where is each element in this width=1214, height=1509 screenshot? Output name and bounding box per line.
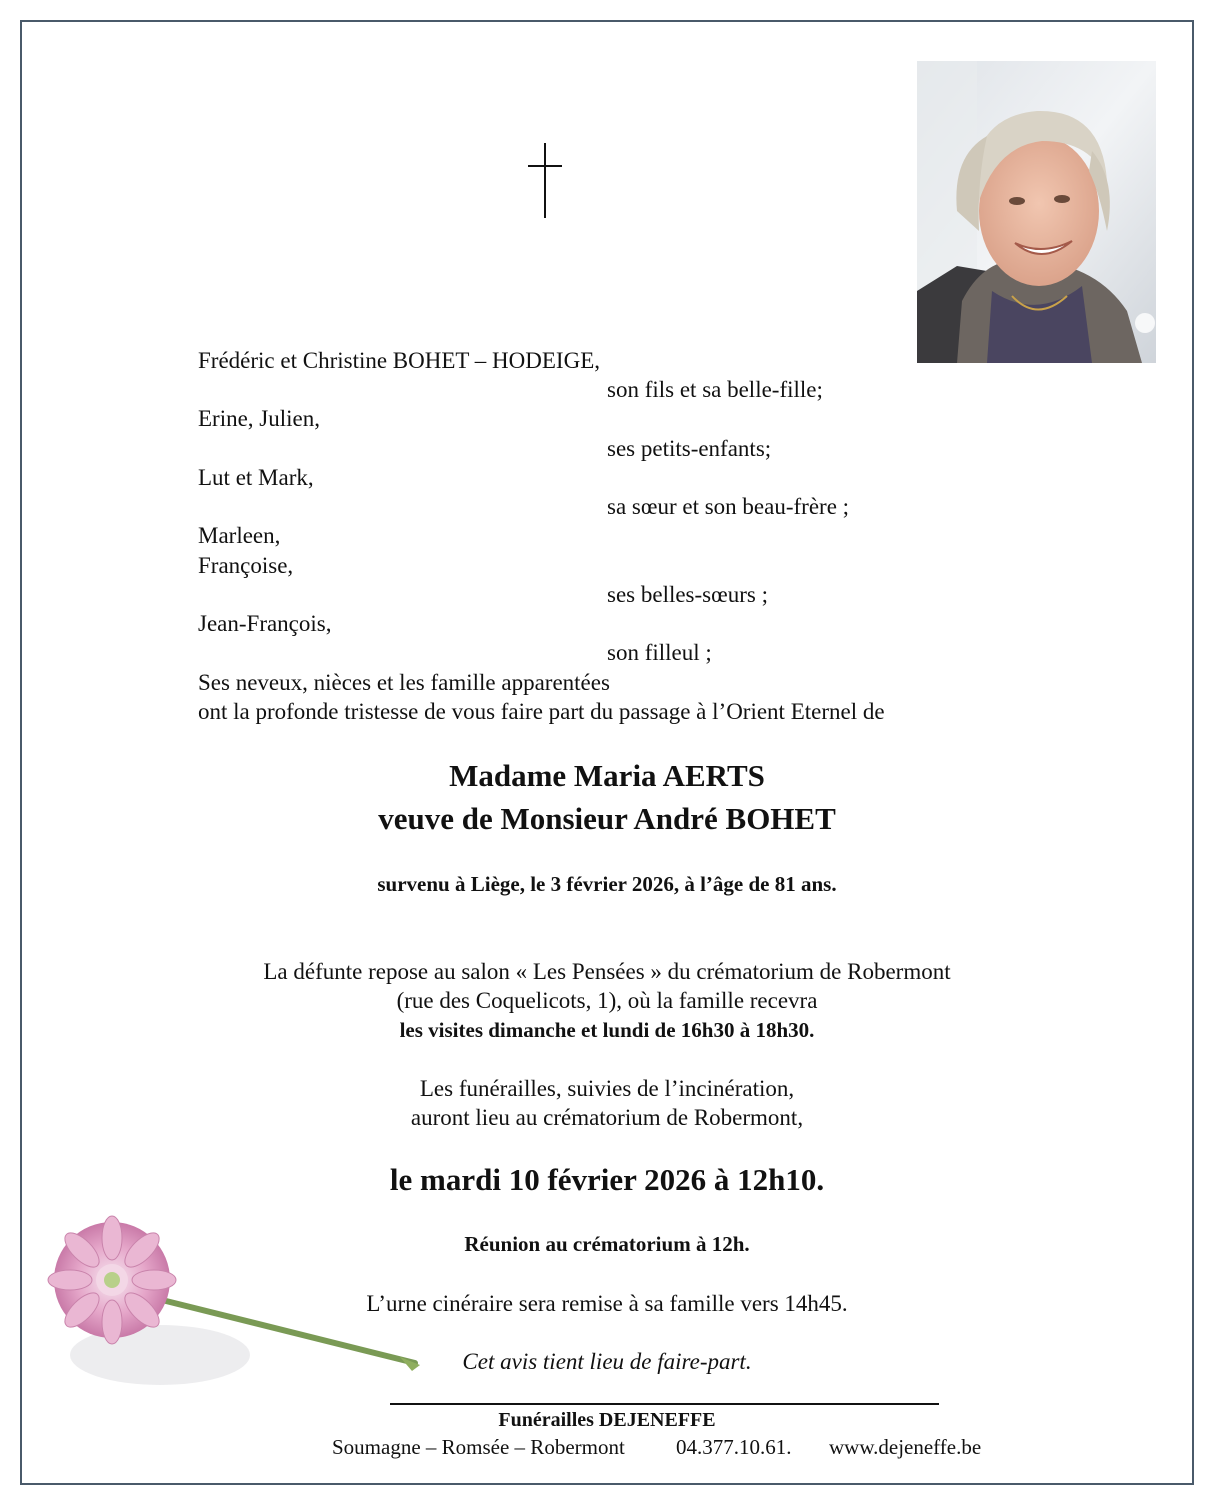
family-line-10: son filleul ; — [607, 640, 712, 665]
footer-phone: 04.377.10.61. — [676, 1435, 792, 1459]
meeting-info: Réunion au crématorium à 12h. — [464, 1232, 750, 1256]
deceased-spouse: veuve de Monsieur André BOHET — [378, 801, 836, 836]
family-line-4: Lut et Mark, — [198, 465, 314, 490]
visitation-line-1: La défunte repose au salon « Les Pensées » du crématorium de Robermont — [263, 959, 951, 984]
family-line-11: Ses neveux, nièces et les famille apparentées — [198, 670, 610, 695]
visitation-hours: les visites dimanche et lundi de 16h30 à 18h30. — [399, 1018, 815, 1042]
funeral-date: le mardi 10 février 2026 à 12h10. — [389, 1162, 825, 1197]
urn-info: L’urne cinéraire sera remise à sa famille vers 14h45. — [366, 1291, 848, 1316]
footer-rule — [390, 1403, 939, 1405]
family-line-9: Jean-François, — [198, 611, 332, 636]
family-line-7: Françoise, — [198, 553, 294, 578]
family-line-0: Frédéric et Christine BOHET – HODEIGE, — [198, 348, 600, 373]
footer-company: Funérailles DEJENEFFE — [498, 1409, 716, 1431]
family-line-12: ont la profonde tristesse de vous faire part du passage à l’Orient Eternel de — [198, 699, 885, 724]
flower-illustration — [40, 1205, 430, 1425]
funeral-line-2: auront lieu au crématorium de Robermont, — [410, 1105, 804, 1130]
deceased-name: Madame Maria AERTS — [449, 758, 765, 793]
family-line-5: sa sœur et son beau-frère ; — [607, 494, 850, 519]
family-line-2: Erine, Julien, — [198, 406, 320, 431]
passing-info: survenu à Liège, le 3 février 2026, à l’âge de 81 ans. — [377, 872, 837, 896]
family-line-3: ses petits-enfants; — [607, 436, 772, 461]
visitation-line-2: (rue des Coquelicots, 1), où la famille recevra — [396, 988, 818, 1013]
portrait-photo — [917, 61, 1156, 363]
footer-website: www.dejeneffe.be — [829, 1435, 982, 1459]
cross-icon — [528, 143, 562, 218]
family-line-8: ses belles-sœurs ; — [607, 582, 768, 607]
funeral-line-1: Les funérailles, suivies de l’incinération, — [419, 1076, 795, 1101]
footer-locations: Soumagne – Romsée – Robermont — [332, 1435, 625, 1459]
notice-text: Cet avis tient lieu de faire-part. — [462, 1349, 752, 1374]
family-line-1: son fils et sa belle-fille; — [607, 377, 823, 402]
family-line-6: Marleen, — [198, 523, 281, 548]
